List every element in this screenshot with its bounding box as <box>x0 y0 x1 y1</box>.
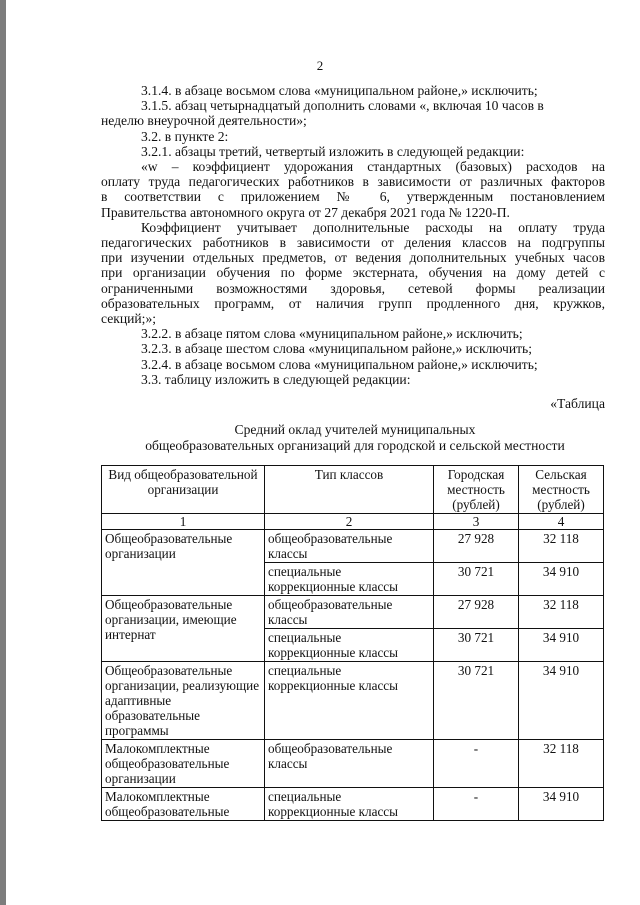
paragraph: педагогических работников в зависимости от деления классов на подгруппы <box>101 235 605 251</box>
class-type-cell: общеобразовательные классы <box>265 596 434 629</box>
class-type-cell: специальные коррекционные классы <box>265 662 434 740</box>
paragraph: при организации обучения по форме экстерната, обучения на дому детей с <box>101 265 605 281</box>
org-type-cell: Общеобразовательные организации, реализующие адаптивные образовательные программы <box>102 662 265 740</box>
document-body <box>101 83 605 411</box>
table-row <box>102 788 604 821</box>
rural-salary-cell: 34 910 <box>519 662 604 740</box>
rural-salary-cell: 32 118 <box>519 740 604 788</box>
column-number: 3 <box>434 514 519 530</box>
paragraph: 3.2.3. в абзаце шестом слова «муниципальном районе,» исключить; <box>141 341 533 357</box>
city-salary-cell: 27 928 <box>434 596 519 629</box>
city-salary-cell: 27 928 <box>434 530 519 563</box>
class-type-cell: специальные коррекционные классы <box>265 563 434 596</box>
header-org-type: Вид общеобразовательной организации <box>102 466 265 514</box>
paragraph: Коэффициент учитывает дополнительные расходы на оплату труда <box>141 219 605 235</box>
table-title-line: Средний оклад учителей муниципальных <box>234 422 476 437</box>
paragraph: при изучении отдельных предметов, от ведения дополнительных учебных часов <box>101 250 605 266</box>
table-caption-label: «Таблица <box>550 396 605 412</box>
class-type-cell: специальные коррекционные классы <box>265 788 434 821</box>
paragraph: оплату труда педагогических работников в зависимости от различных факторов <box>101 174 605 190</box>
header-rural: Сельская местность (рублей) <box>519 466 604 514</box>
paragraph: ограниченными возможностями здоровья, сетевой формы реализации <box>101 280 605 296</box>
paragraph: Правительства автономного округа от 27 декабря 2021 года № 1220-П. <box>101 204 510 220</box>
paragraph: 3.3. таблицу изложить в следующей редакции: <box>141 371 411 387</box>
paragraph: в соответствии с приложением № 6, утвержденным постановлением <box>101 189 605 205</box>
header-city: Городская местность (рублей) <box>434 466 519 514</box>
paragraph: 3.2.2. в абзаце пятом слова «муниципальном районе,» исключить; <box>141 326 523 342</box>
org-type-cell: Малокомплектные общеобразовательные организации <box>102 740 265 788</box>
org-type-cell: Общеобразовательные организации <box>102 530 265 596</box>
table-row <box>102 740 604 788</box>
column-number: 4 <box>519 514 604 530</box>
column-number-row <box>102 514 604 530</box>
paragraph: секций;»; <box>101 311 157 327</box>
page-number: 2 <box>316 58 324 73</box>
table-header-row <box>102 466 604 514</box>
rural-salary-cell: 34 910 <box>519 629 604 662</box>
paragraph: 3.2. в пункте 2: <box>141 128 229 144</box>
rural-salary-cell: 34 910 <box>519 788 604 821</box>
table-title <box>0 422 640 454</box>
paragraph: образовательных программ, от наличия групп продленного дня, кружков, <box>101 295 605 311</box>
city-salary-cell: - <box>434 788 519 821</box>
org-type-cell: Общеобразовательные организации, имеющие интернат <box>102 596 265 662</box>
city-salary-cell: 30 721 <box>434 629 519 662</box>
paragraph: 3.1.4. в абзаце восьмом слова «муниципальном районе,» исключить; <box>141 83 538 98</box>
table-row <box>102 662 604 740</box>
table-row <box>102 596 604 629</box>
table-title-line: общеобразовательных организаций для городской и сельской местности <box>145 438 565 453</box>
table-row <box>102 530 604 563</box>
header-class-type: Тип классов <box>265 466 434 514</box>
salary-table <box>101 465 604 821</box>
city-salary-cell: 30 721 <box>434 563 519 596</box>
paragraph: 3.1.5. абзац четырнадцатый дополнить словами «, включая 10 часов в <box>141 98 544 114</box>
rural-salary-cell: 32 118 <box>519 596 604 629</box>
paragraph: «w – коэффициент удорожания стандартных (базовых) расходов на <box>141 159 605 175</box>
class-type-cell: общеобразовательные классы <box>265 740 434 788</box>
column-number: 2 <box>265 514 434 530</box>
city-salary-cell: - <box>434 740 519 788</box>
paragraph: неделю внеурочной деятельности»; <box>101 113 307 129</box>
paragraph: 3.2.4. в абзаце восьмом слова «муниципальном районе,» исключить; <box>141 356 538 372</box>
rural-salary-cell: 32 118 <box>519 530 604 563</box>
class-type-cell: специальные коррекционные классы <box>265 629 434 662</box>
class-type-cell: общеобразовательные классы <box>265 530 434 563</box>
rural-salary-cell: 34 910 <box>519 563 604 596</box>
city-salary-cell: 30 721 <box>434 662 519 740</box>
column-number: 1 <box>102 514 265 530</box>
paragraph: 3.2.1. абзацы третий, четвертый изложить в следующей редакции: <box>141 143 525 159</box>
org-type-cell: Малокомплектные общеобразовательные <box>102 788 265 821</box>
